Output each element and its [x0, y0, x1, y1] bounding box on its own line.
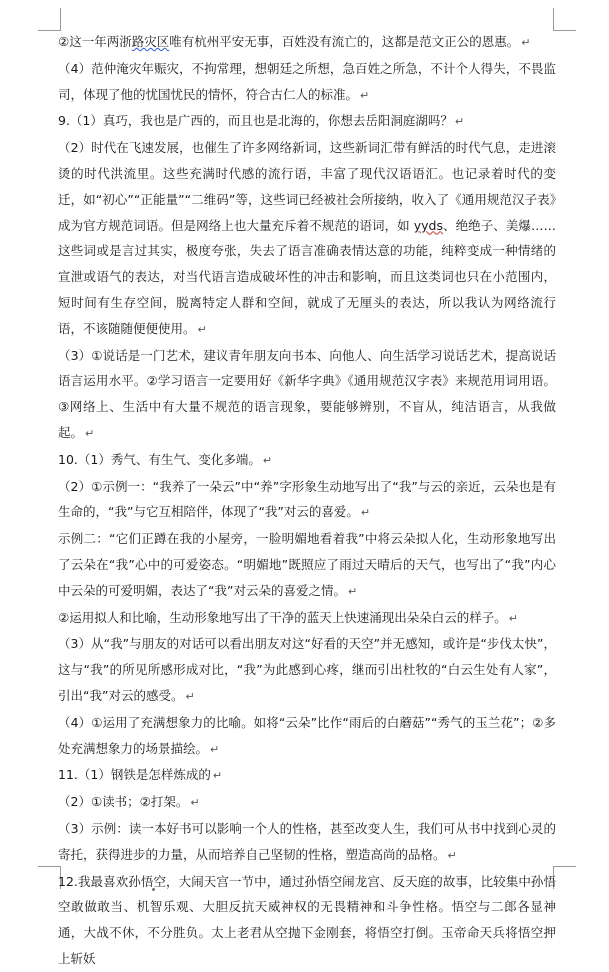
- proofing-squiggle: 路灾区: [131, 34, 170, 49]
- paragraph-mark-icon: ↵: [197, 322, 207, 336]
- paragraph-mark-icon: ↵: [521, 36, 531, 49]
- paragraph-12: 12.我最喜欢孙悟空，大闹天宫一节中，通过孙悟空闹龙宫、反天庭的故事，比较集中孙悟空敢做敢当、机智乐观、大胆反抗天威神权的无畏精神和斗争性格。悟空与二郎各显神通，大战不休，不分胜负。太上老君从空抛下金刚套，将悟空打倒。玉帝命天兵将悟空押上斩妖: [58, 873, 556, 966]
- paragraph-11-3: （3）示例：读一本好书可以影响一个人的性格，甚至改变人生，我们可从书中找到心灵的寄托，获得进步的力量，从而培养自己坚韧的性格，塑造高尚的品格。 ↵: [58, 820, 556, 862]
- paragraph-10-3: （3）从“我”与朋友的对话可以看出朋友对这“好看的天空”并无感知，或许是“步伐太快”，这与“我”的所见所感形成对比，“我”为此感到心疼，继而引出杜牧的“白云生处有人家”，引出“我”对云的感受。 ↵: [58, 636, 556, 703]
- paragraph-9-3: （3）①说话是一门艺术，建议青年朋友向书本、向他人、向生活学习说话艺术，提高说话语言运用水平。②学习语言一定要用好《新华字典》《通用规范汉字表》来规范用词用语。③网络上、生活中有大量不规范的语言现象，要能够辨别，不盲从，纯洁语言，从我做起。 ↵: [58, 347, 556, 440]
- paragraph-mark-icon: ↵: [190, 796, 200, 810]
- paragraph-10-1: 10.（1）秀气、有生气、变化多端。 ↵: [58, 451, 273, 467]
- crop-mark-top-right: [553, 8, 576, 31]
- paragraph-mark-icon: ↵: [508, 611, 518, 625]
- paragraph-mark-icon: ↵: [85, 426, 95, 440]
- paragraph-mark-icon: ↵: [262, 453, 273, 467]
- proofing-squiggle: yyds: [413, 217, 443, 233]
- paragraph-2-2: ②这一年两浙路灾区唯有杭州平安无事，百姓没有流亡的，这都是范文正公的恩惠。 ↵: [58, 34, 531, 49]
- paragraph-11-2: （2）①读书；②打架。 ↵: [58, 794, 200, 810]
- paragraph-mark-icon: ↵: [454, 115, 465, 129]
- paragraph-10-2-ex2: 示例二：“它们正蹲在我的小屋旁，一脸明媚地看着我”中将云朵拟人化，生动形象地写出了云朵在“我”心中的可爱姿态。“明媚地”既照应了雨过天晴后的天气，也写出了“我”内心中云朵的可爱明媚，表达了“我”对云朵的喜爱之情。 ↵: [58, 531, 556, 598]
- paragraph-10-2-ex1: （2）①示例一：“我养了一朵云”中“养”字形象生动地写出了“我”与云的亲近，云朵也是有生命的，“我”与它互相陪伴，体现了“我”对云的喜爱。 ↵: [58, 478, 556, 520]
- paragraph-mark-icon: ↵: [347, 584, 358, 598]
- paragraph-mark-icon: ↵: [447, 848, 457, 862]
- paragraph-9-2: （2）时代在飞速发展，也催生了许多网络新词，这些新词汇带有鲜活的时代气息，走进滚烫的时代洪流里。这些充满时代感的流行语，丰富了现代汉语语汇。也记录着时代的变迁，如“初心”“正能量”“二维码”等，这些词已经被社会所接纳，收入了《通用规范汉子表》成为官方规范词语。但是网络上也大量充斥着不规范的语词，如 yyds、绝绝子、美爆……这些词或是言过其实，极度夸张，失去了语言准确表情达意的功能，纯粹变成一种情绪的宣泄或语气的表达，对当代语言造成破坏性的冲击和影响，而且这类词也只在小范围内，短时间有生存空间，脱离特定人群和空间，就成了无厘头的表达，所以我认为网络流行语，不该随随便便使用。 ↵: [58, 140, 556, 336]
- crop-mark-bottom-right: [553, 866, 576, 889]
- paragraph-mark-icon: ↵: [360, 506, 371, 520]
- paragraph-11-1: 11.（1）钢铁是怎样炼成的 ↵: [58, 767, 223, 783]
- paragraph-9-1: 9.（1）真巧，我也是广西的，而且也是北海的，你想去岳阳洞庭湖吗？ ↵: [58, 113, 465, 129]
- paragraph-mark-icon: ↵: [210, 742, 220, 756]
- crop-mark-top-left: [38, 8, 61, 31]
- paragraph-mark-icon: ↵: [360, 88, 370, 102]
- paragraph-10-2-2: ②运用拟人和比喻，生动形象地写出了干净的蓝天上快速涌现出朵朵白云的样子。 ↵: [58, 609, 518, 625]
- paragraph-mark-icon: ↵: [212, 769, 223, 783]
- paragraph-10-4: （4）①运用了充满想象力的比喻。如将“云朵”比作“雨后的白蘑菇”“秀气的玉兰花”；②多处充满想象力的场景描绘。 ↵: [58, 714, 556, 756]
- paragraph-mark-icon: ↵: [185, 689, 195, 703]
- document-body: [58, 29, 556, 972]
- paragraph-q4: （4）范仲淹灾年赈灾，不拘常理，想朝廷之所想，急百姓之所急，不计个人得失，不畏监司，体现了他的忧国忧民的情怀，符合古仁人的标准。 ↵: [58, 60, 556, 102]
